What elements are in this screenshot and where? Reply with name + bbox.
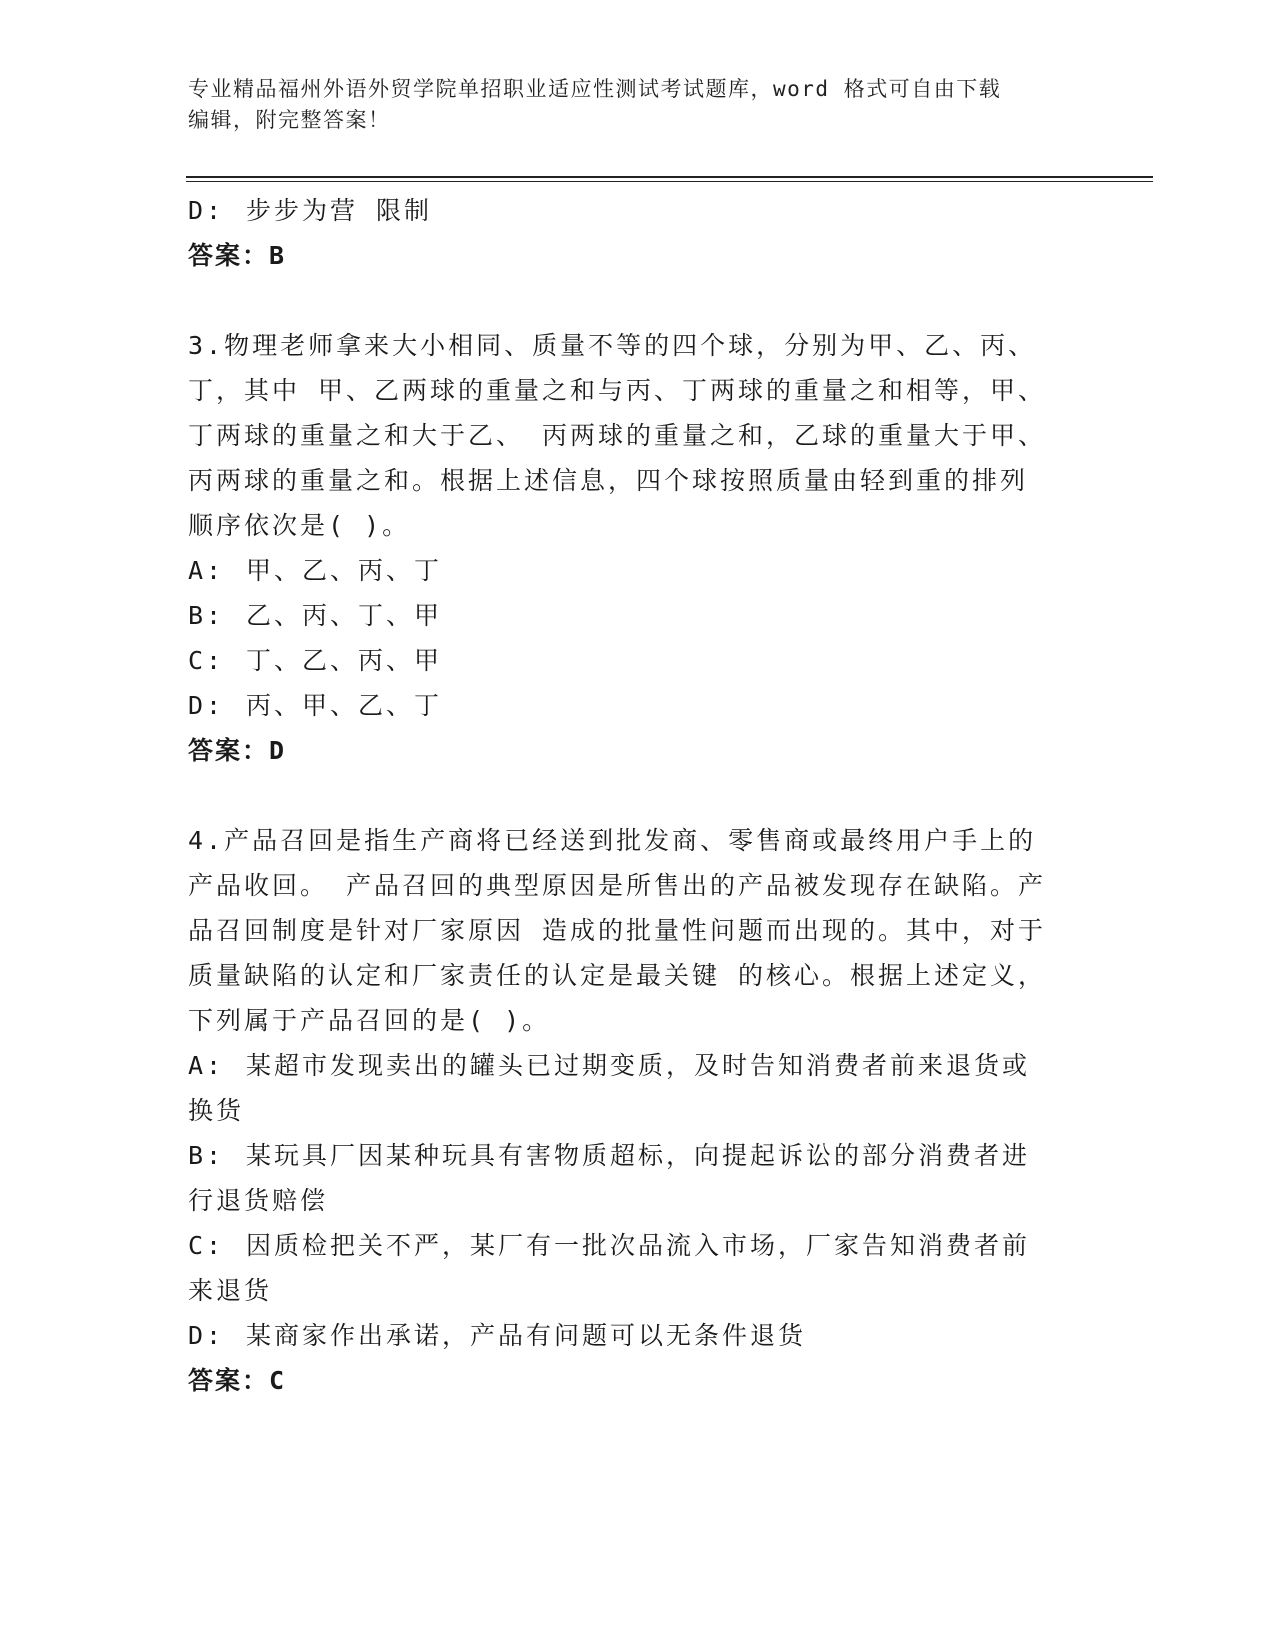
option-label: A: <box>188 1051 225 1080</box>
option-text: 乙、丙、丁、甲 <box>246 601 443 630</box>
option-label: D: <box>188 196 225 225</box>
q4-option-b <box>188 1133 1088 1178</box>
option-label: A: <box>188 556 225 585</box>
option-text: 因质检把关不严，某厂有一批次品流入市场，厂家告知消费者前 <box>246 1231 1031 1260</box>
q4-option-d <box>188 1313 1088 1358</box>
option-text: 丙、甲、乙、丁 <box>246 691 443 720</box>
prev-answer: 答案：B <box>188 241 287 270</box>
q3-stem-line: 丁，其中 甲、乙两球的重量之和与丙、丁两球的重量之和相等，甲、 <box>188 376 1047 405</box>
q3-option-b <box>188 593 1088 638</box>
question-3 <box>188 323 1088 773</box>
q4-option-c <box>188 1223 1088 1268</box>
q4-option-a-cont: 换货 <box>188 1096 245 1125</box>
option-text: 步步为营 限制 <box>246 196 433 225</box>
question-content <box>188 188 1088 1403</box>
q4-stem-line: 品召回制度是针对厂家原因 造成的批量性问题而出现的。其中，对于 <box>188 916 1047 945</box>
spacer <box>188 278 1088 323</box>
page-header <box>188 74 1088 136</box>
q4-option-c-cont: 来退货 <box>188 1276 273 1305</box>
header-divider-thick <box>186 176 1153 178</box>
q4-answer: 答案：C <box>188 1366 287 1395</box>
q3-stem-line: 丁两球的重量之和大于乙、 丙两球的重量之和，乙球的重量大于甲、 <box>188 421 1047 450</box>
q3-option-d <box>188 683 1088 728</box>
q3-stem-line: 顺序依次是( )。 <box>188 511 411 540</box>
question-4 <box>188 818 1088 1403</box>
q4-stem-line: 下列属于产品召回的是( )。 <box>188 1006 551 1035</box>
spacer <box>188 773 1088 818</box>
option-text: 丁、乙、丙、甲 <box>246 646 443 675</box>
header-line-2: 编辑，附完整答案！ <box>188 108 391 132</box>
q4-stem-line: 质量缺陷的认定和厂家责任的认定是最关键 的核心。根据上述定义， <box>188 961 1047 990</box>
q3-stem-line: 3.物理老师拿来大小相同、质量不等的四个球，分别为甲、乙、丙、 <box>188 331 1037 360</box>
q3-option-c <box>188 638 1088 683</box>
option-label: B: <box>188 601 225 630</box>
option-text: 某超市发现卖出的罐头已过期变质，及时告知消费者前来退货或 <box>246 1051 1031 1080</box>
q3-stem-line: 丙两球的重量之和。根据上述信息，四个球按照质量由轻到重的排列 <box>188 466 1029 495</box>
q3-option-a <box>188 548 1088 593</box>
option-text: 某玩具厂因某种玩具有害物质超标，向提起诉讼的部分消费者进 <box>246 1141 1031 1170</box>
header-divider-thin <box>186 181 1153 182</box>
option-text: 甲、乙、丙、丁 <box>246 556 443 585</box>
option-label: D: <box>188 1321 225 1350</box>
q4-option-b-cont: 行退货赔偿 <box>188 1186 329 1215</box>
header-line-1: 专业精品福州外语外贸学院单招职业适应性测试考试题库，word 格式可自由下载 <box>188 77 1002 101</box>
option-label: C: <box>188 646 225 675</box>
q3-answer: 答案：D <box>188 736 287 765</box>
option-label: C: <box>188 1231 225 1260</box>
option-text: 某商家作出承诺，产品有问题可以无条件退货 <box>246 1321 807 1350</box>
prev-option-d <box>188 188 1088 233</box>
q4-stem-line: 4.产品召回是指生产商将已经送到批发商、零售商或最终用户手上的 <box>188 826 1037 855</box>
q4-stem-line: 产品收回。 产品召回的典型原因是所售出的产品被发现存在缺陷。产 <box>188 871 1047 900</box>
option-label: B: <box>188 1141 225 1170</box>
q4-option-a <box>188 1043 1088 1088</box>
option-label: D: <box>188 691 225 720</box>
